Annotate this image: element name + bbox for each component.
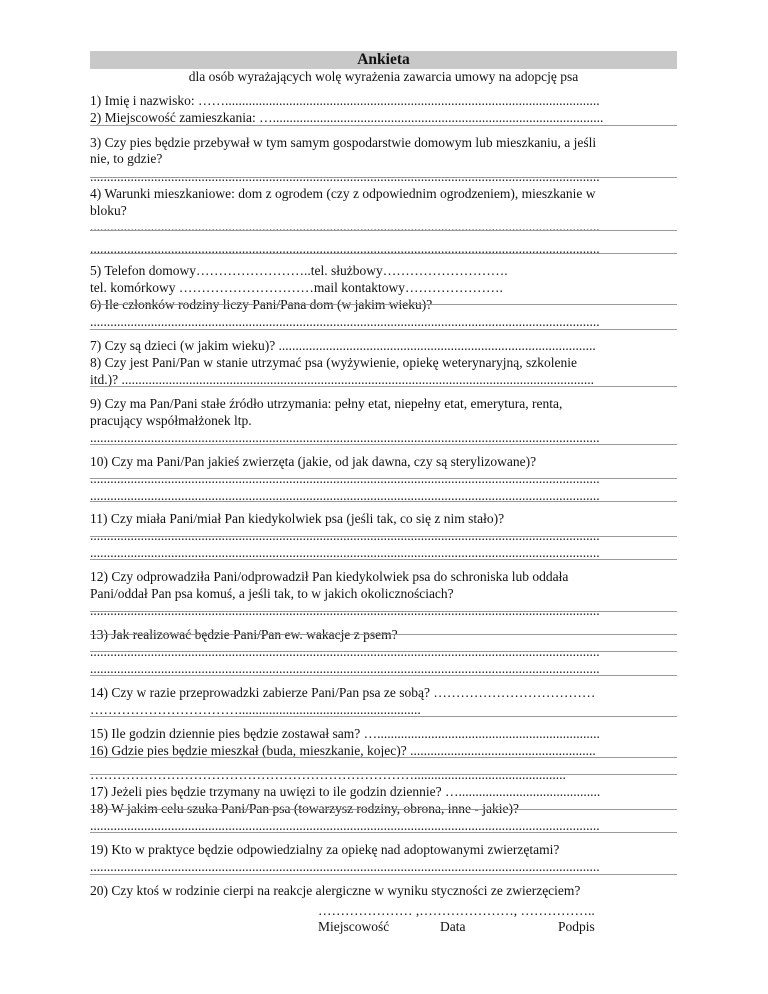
survey-line: 5) Telefon domowy……………………..tel. służbowy………………………. <box>90 263 508 278</box>
section-divider <box>90 386 677 387</box>
survey-line: 4) Warunki mieszkaniowe: dom z ogrodem (czy z odpowiednim ogrodzeniem), mieszkanie w <box>90 186 596 201</box>
survey-line: ....................................................................................................................................................... <box>90 430 600 445</box>
section-divider <box>90 651 677 652</box>
survey-line: ....................................................................................................................................................... <box>90 241 600 256</box>
survey-line: 8) Czy jest Pani/Pan w stanie utrzymać psa (wyżywienie, opiekę weterynaryjną, szkolenie <box>90 355 577 370</box>
survey-line: 10) Czy ma Pani/Pan jakieś zwierzęta (jakie, od jak dawna, czy są sterylizowane)? <box>90 454 537 469</box>
survey-line: 20) Czy ktoś w rodzinie cierpi na reakcje alergiczne w wyniku styczności ze zwierzęciem? <box>90 883 581 898</box>
survey-line: ....................................................................................................................................................... <box>90 545 600 560</box>
section-divider <box>90 559 677 560</box>
section-divider <box>90 304 677 305</box>
section-divider <box>90 478 677 479</box>
section-divider <box>90 675 677 676</box>
survey-line: 18) W jakim celu szuka Pani/Pan psa (towarzysz rodziny, obrona, inne - jakie)? <box>90 801 519 816</box>
page-title: Ankieta <box>90 51 677 69</box>
survey-line: 17) Jeżeli pies będzie trzymany na uwięzi to ile godzin dziennie? ….......................................... <box>90 784 601 799</box>
survey-line: 7) Czy są dzieci (w jakim wieku)? .............................................................................................. <box>90 338 596 353</box>
section-divider <box>90 809 677 810</box>
survey-line: itd.)? ............................................................................................................................................ <box>90 372 594 387</box>
page-subtitle: dla osób wyrażających wolę wyrażenia zawarcia umowy na adopcję psa <box>188 69 579 84</box>
survey-line: tel. komórkowy …………………………mail kontaktowy…………………. <box>90 280 503 295</box>
survey-line: 14) Czy w razie przeprowadzki zabierze Pani/Pan psa ze sobą? ……………………………… <box>90 685 596 700</box>
signature-label: Podpis <box>558 919 595 934</box>
survey-line: ....................................................................................................................................................... <box>90 859 600 874</box>
section-divider <box>90 501 677 502</box>
section-divider <box>90 774 677 775</box>
section-divider <box>90 444 677 445</box>
section-divider <box>90 611 677 612</box>
survey-line: Pani/oddał Pan psa komuś, a jeśli tak, to w jakich okolicznościach? <box>90 586 454 601</box>
survey-line: bloku? <box>90 203 127 218</box>
survey-line: 15) Ile godzin dziennie pies będzie zostawał sam? ….................................................................. <box>90 726 600 741</box>
section-divider <box>90 716 677 717</box>
survey-line: nie, to gdzie? <box>90 151 163 166</box>
date-label: Data <box>440 919 466 934</box>
survey-line: pracujący współmałżonek ltp. <box>90 413 252 428</box>
survey-line: 19) Kto w praktyce będzie odpowiedzialny za opiekę nad adoptowanymi zwierzętami? <box>90 842 560 857</box>
survey-line: ....................................................................................................................................................... <box>90 661 600 676</box>
survey-line: ....................................................................................................................................................... <box>90 818 600 833</box>
survey-line: ....................................................................................................................................................... <box>90 603 600 618</box>
section-divider <box>90 634 677 635</box>
survey-line: 6) Ile członków rodziny liczy Pani/Pana dom (w jakim wieku)? <box>90 297 433 312</box>
survey-line: ……………………………...................................................... <box>90 702 421 717</box>
survey-line: ....................................................................................................................................................... <box>90 644 600 659</box>
survey-line: 11) Czy miała Pani/miał Pan kiedykolwiek psa (jeśli tak, co się z nim stało)? <box>90 511 505 526</box>
survey-line: ....................................................................................................................................................... <box>90 219 600 234</box>
survey-line: 2) Miejscowość zamieszkania: ….................................................................................................. <box>90 110 604 125</box>
section-divider <box>90 230 677 231</box>
survey-line: 16) Gdzie pies będzie mieszkał (buda, mieszkanie, kojec)? ....................................................... <box>90 743 596 758</box>
section-divider <box>90 329 677 330</box>
section-divider <box>90 536 677 537</box>
section-divider <box>90 253 677 254</box>
survey-line: 13) Jak realizować będzie Pani/Pan ew. wakacje z psem? <box>90 627 398 642</box>
survey-line: ………………………………………………………………............................................. <box>90 767 566 782</box>
signature-dots: ………………… ,…………………, …………….. <box>318 903 595 918</box>
section-divider <box>90 874 677 875</box>
survey-line: ....................................................................................................................................................... <box>90 528 600 543</box>
survey-line: 3) Czy pies będzie przebywał w tym samym gospodarstwie domowym lub mieszkaniu, a jeśli <box>90 135 597 150</box>
survey-line: ....................................................................................................................................................... <box>90 314 600 329</box>
section-divider <box>90 125 677 126</box>
survey-line: 12) Czy odprowadziła Pani/odprowadził Pan kiedykolwiek psa do schroniska lub oddała <box>90 569 569 584</box>
section-divider <box>90 757 677 758</box>
place-label: Miejscowość <box>318 919 390 934</box>
survey-line: 9) Czy ma Pan/Pani stałe źródło utrzymania: pełny etat, niepełny etat, emerytura, renta, <box>90 396 563 411</box>
section-divider <box>90 832 677 833</box>
survey-line: ....................................................................................................................................................... <box>90 471 600 486</box>
survey-line: ....................................................................................................................................................... <box>90 488 600 503</box>
section-divider <box>90 177 677 178</box>
survey-line: ....................................................................................................................................................... <box>90 169 600 184</box>
survey-line: 1) Imię i nazwisko: ……............................................................................................................... <box>90 93 600 108</box>
